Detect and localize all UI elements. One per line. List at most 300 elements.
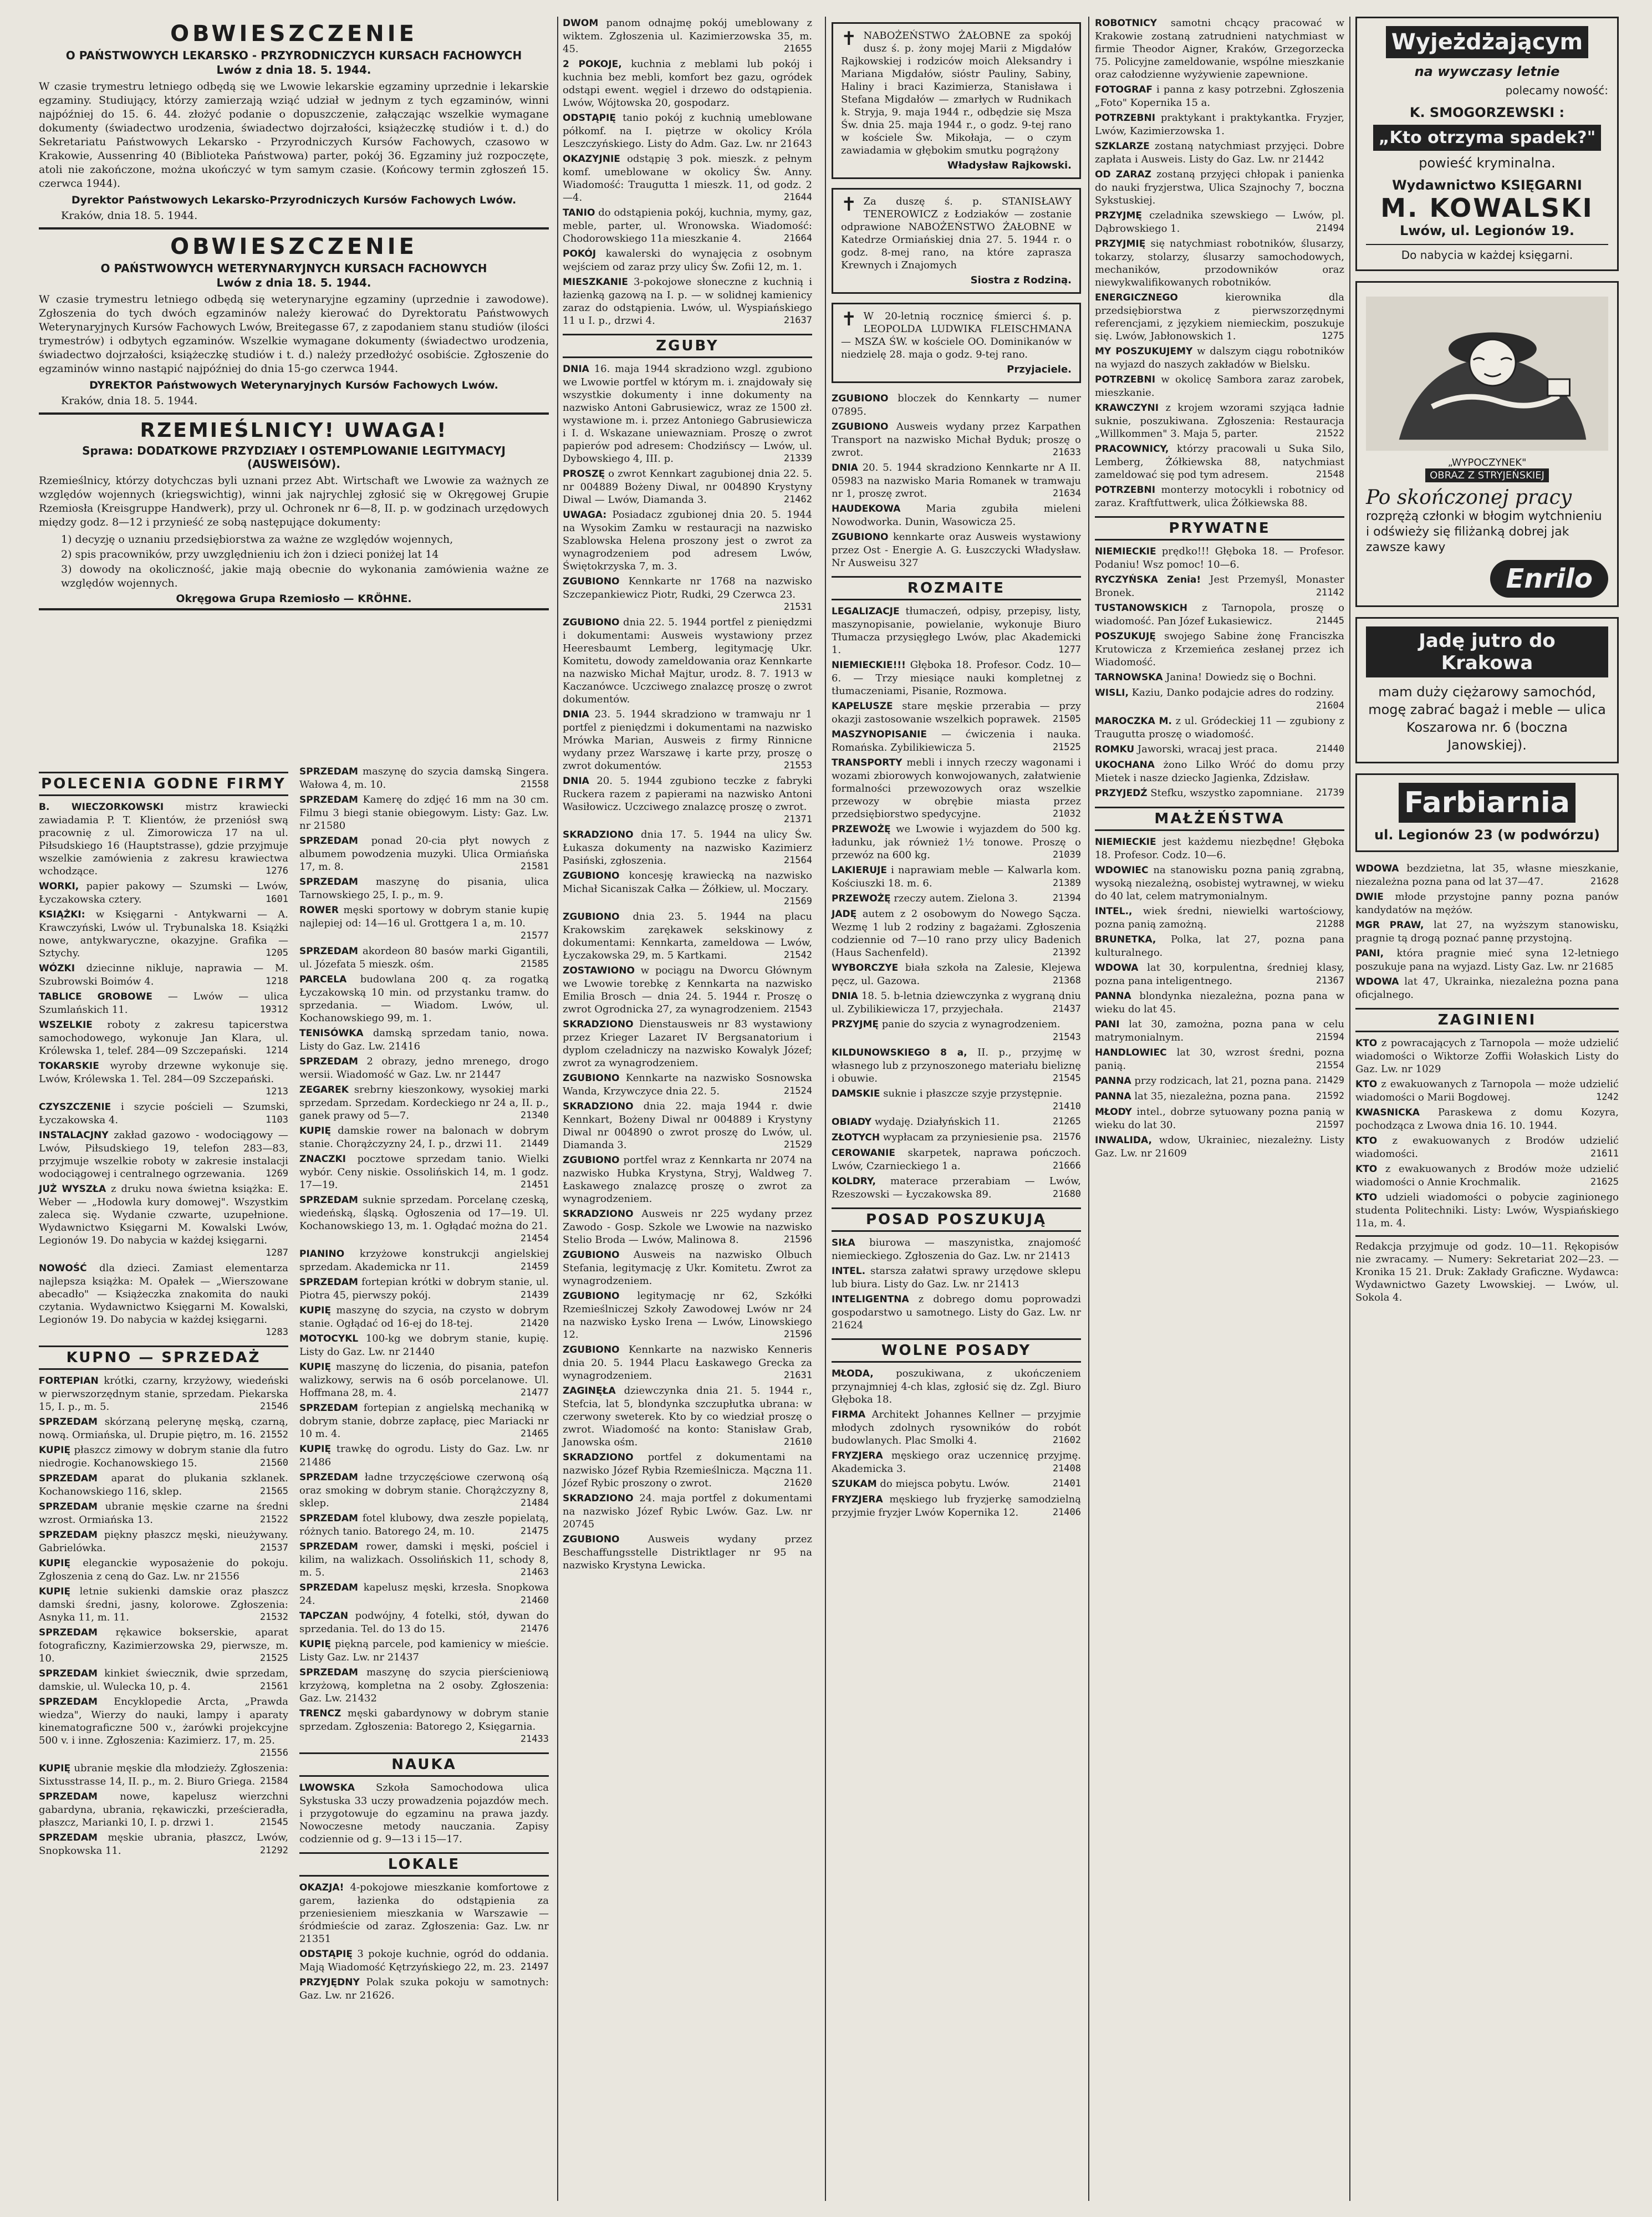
classified-ad (832, 892, 1081, 905)
ad-text: Jest Przemyśl, Monaster Bronek. (1095, 574, 1344, 599)
classified-ad (563, 17, 812, 55)
ad-number: 21596 (783, 1234, 812, 1245)
ad-keyword: DNIA (832, 462, 858, 473)
ad-keyword: PRZYJĘDNY (299, 1977, 360, 1988)
classified-ad (563, 1343, 812, 1382)
ad-keyword: ZGUBIONO (832, 393, 889, 404)
section-heading: ZGUBY (563, 334, 812, 358)
ad-number: 21625 (1590, 1176, 1619, 1188)
ad-number: 21529 (783, 1139, 812, 1150)
classified-ad (299, 1276, 549, 1302)
classified-ad (1095, 111, 1344, 137)
ad-text: żono Lilko Wróć do domu przy Mietek i nasze dziecko Jagienka, Zdzisław. (1095, 759, 1344, 784)
classified-ad (563, 363, 812, 465)
ad-keyword: SPRZEDAM (299, 794, 358, 806)
ad-text: damskie rower na balonach w dobrym stanie. Chorążczyzny 24, I. p., drzwi 11. (299, 1125, 549, 1150)
ad-keyword: OD ZARAZ (1095, 169, 1151, 180)
ad-keyword: KTO (1355, 1192, 1378, 1203)
ad-keyword: ZGUBIONO (563, 1073, 620, 1084)
ad-keyword: TANIO (563, 207, 595, 218)
ad-text: piękną parcele, pod kamienicy w mieście. Listy Gaz. Lw. nr 21437 (299, 1638, 549, 1663)
divider (39, 412, 549, 415)
newspaper-page (39, 17, 1619, 2201)
ad-text: Polak szuka pokoju w samotnych: Gaz. Lw. nr 21626. (299, 1976, 549, 2001)
classified-ad (39, 801, 288, 878)
notices-column (39, 17, 549, 614)
ad-text: 2 obrazy, jedno mrenego, drogo wersii. Wiadomość w Gaz. Lw. nr 21447 (299, 1056, 549, 1081)
classified-ad (1095, 905, 1344, 931)
classified-ad (563, 869, 812, 908)
obituary (832, 22, 1081, 179)
classified-ad (563, 964, 812, 1016)
ad-keyword: WDOWA (1095, 962, 1139, 974)
classified-ad (1095, 209, 1344, 235)
ad-keyword: KUPIĘ (299, 1125, 332, 1136)
ad-keyword: KUPIĘ (299, 1305, 332, 1316)
ads-list (563, 17, 812, 327)
ad-keyword: MOTOCYKL (299, 1333, 359, 1344)
ad-keyword: LWOWSKA (299, 1782, 355, 1793)
ad-number: 21633 (1052, 447, 1081, 458)
classified-ad (39, 880, 288, 906)
ad-text: panie do szycia z wynagrodzeniem. (881, 1018, 1060, 1030)
ad-text: tłumaczeń, odpisy, przepisy, listy, maszynopisanie, powielanie, wykonuje Biuro Tłumacza przysięgłego Lwów, plac Akademicki 1. (832, 605, 1081, 656)
ad-text: stare męskie przerabia — przy okazji zastosowanie wszelkich poprawek. (832, 700, 1081, 725)
ad-number: 21525 (1052, 742, 1081, 753)
classified-ad (832, 1367, 1081, 1406)
classified-ad (299, 1881, 549, 1945)
ad-text: z powracających z Tarnopola — może udzielić wiadomości o Wiktorze Zoffii Wołaskich Listy do Gaz. Lw. nr 1029 (1355, 1037, 1619, 1075)
ad-number: 21546 (259, 1401, 288, 1412)
classified-ad (832, 605, 1081, 656)
ad-keyword: WDOWA (1355, 863, 1399, 874)
ad-text: akordeon 80 basów marki Gigantili, ul. Józefata 5 mieszk. ośm. (299, 945, 549, 970)
ad-text: — ćwiczenia i nauka. Romańska. Zybilikiewicza 5. (832, 728, 1081, 753)
ad-keyword: MY POSZUKUJEMY (1095, 346, 1193, 357)
ad-text: z ewakuowanych z Tarnopola — może udzielić wiadomości o Marii Bogdowej. (1355, 1078, 1619, 1103)
ad-text: odstąpię 3 pok. mieszk. z pełnym komf. umeblowane w okolicy Św. Anny. Wiadomość: Traugutta 1 mieszk. 11, od godz. 2—4. (563, 153, 812, 203)
ad-keyword: PRZEWOŻĘ (832, 824, 891, 835)
ad-keyword: WÓZKI (39, 963, 75, 974)
classified-ad (39, 1262, 288, 1339)
advert-address: Lwów, ul. Legionów 19. (1400, 223, 1574, 238)
notice-title: RZEMIEŚLNICY! UWAGA! (140, 419, 448, 442)
section-heading: WOLNE POSADY (832, 1338, 1081, 1363)
ad-keyword: FORTEPIAN (39, 1375, 99, 1387)
ad-text: rower, damski i męski, pościel i kilim, na walizkach. Ossolińskich 11, schody 8, m. 5. (299, 1541, 549, 1578)
classified-ad (39, 990, 288, 1016)
ad-text: 24. maja portfel z dokumentami na nazwisko Józef Rybic Lwów. Gaz. Lw. nr 20745 (563, 1492, 812, 1530)
ad-keyword: KUPIĘ (39, 1586, 71, 1597)
classified-ad (39, 1831, 288, 1857)
ad-number: 21484 (520, 1497, 549, 1508)
ad-keyword: ODSTĄPIĘ (563, 113, 616, 124)
ad-number: 21581 (520, 861, 549, 872)
classified-ad (1095, 573, 1344, 599)
classified-ad (1095, 1134, 1344, 1160)
ad-text: fortepian z angielską mechaniką w dobrym stanie, dobrze zapłacę, piec Mariacki nr 10 m. 4. (299, 1402, 549, 1440)
classified-ad (832, 1449, 1081, 1475)
ad-keyword: ROWER (299, 905, 339, 916)
classified-ad (39, 1018, 288, 1057)
ad-text: biurowa — maszynistka, znajomość niemieckiego. Zgłoszenia do Gaz. Lw. nr 21413 (832, 1237, 1081, 1262)
ads-list (299, 1781, 549, 1846)
book-advert (1355, 17, 1619, 271)
notice-title: OBWIESZCZENIE (170, 234, 417, 259)
ad-number: 21477 (520, 1387, 549, 1398)
ad-text: zakład gazowo - wodociągowy — Lwów, Piłsudskiego 19, telefon 283—83, przyjmuje wszelkie roboty w zakresie instalacji wodociągowej i centralnego ogrzewania. (39, 1129, 288, 1180)
classified-ad (1095, 1046, 1344, 1072)
ad-number: 1287 (266, 1247, 288, 1258)
classifieds-column-4 (832, 17, 1081, 1521)
ad-keyword: PANNA (1095, 991, 1131, 1002)
notice-date: Kraków, dnia 18. 5. 1944. (61, 395, 198, 407)
ad-keyword: ZGUBIONO (563, 1155, 620, 1166)
ad-keyword: KILDUNOWSKIEGO 8 a, (832, 1047, 967, 1058)
ad-keyword: NIEMIECKIE (1095, 546, 1156, 557)
classified-ad (299, 1512, 549, 1538)
ad-text: krótki, czarny, krzyżowy, wiedeński w pierwszorzędnym stanie, sprzedam. Piekarska 15, I. p., m. 5. (39, 1375, 288, 1413)
ad-text: maszynę do szycia, na czysto w dobrym stanie. Ogłądać od 16-ej do 18-tej. (299, 1304, 549, 1329)
ad-keyword: MAROCZKA M. (1095, 716, 1172, 727)
classified-ad (563, 828, 812, 867)
obituary-text: Za duszę ś. p. STANISŁAWY TENEROWICZ z Łodziaków — zostanie odprawione NABOŻEŃSTWO ŻAŁOBNE w Katedrze Ormiańskiej dnia 27. 5. 1944 r. o godz. 8-mej rano, na które zaprasza Krewnych i Znajomych (841, 196, 1072, 271)
ad-number: 21545 (1052, 1073, 1081, 1084)
advert-headline: Wyjeżdżającym (1386, 26, 1588, 58)
ad-number: 21655 (783, 43, 812, 54)
ad-keyword: DWIE (1355, 891, 1384, 903)
ad-keyword: SPRZEDAM (299, 876, 358, 888)
ad-keyword: KOLDRY, (832, 1176, 876, 1187)
ad-text: w pociągu na Dworcu Głównym we Lwowie torebkę z Kennkarta na nazwisko Emilia Brosch — dnia 24. 5. 1944 r. Proszę o zwrot Ogrodnicka 27, za wynagrodzeniem. (563, 965, 812, 1015)
ad-number: 21451 (520, 1179, 549, 1190)
ad-keyword: ZGUBIONO (563, 870, 620, 881)
ad-keyword: MŁODY (1095, 1107, 1132, 1118)
ad-keyword: TARNOWSKA (1095, 672, 1163, 683)
ad-text: materace przerabiam — Lwów, Rzeszowski — Łyczakowska 89. (832, 1175, 1081, 1200)
ad-keyword: ENERGICZNEGO (1095, 292, 1178, 303)
ad-keyword: SKRADZIONO (563, 1209, 634, 1220)
ad-text: męskiego lub fryzjerkę samodzielną przyjmie fryzjer Lwów Kopernika 12. (832, 1494, 1081, 1518)
ad-text: z druku nowa świetna książka: E. Weber — „Hodowla kury domowej". Wszystkim zaleca się. Wydanie czwarte, uzupełnione. Wydawnictwo Księgarni M. Kowalski Lwów, Legionów 19. Do nabycia w każdej księgarni. (39, 1183, 288, 1246)
classified-ad (1355, 1106, 1619, 1132)
ad-number: 21437 (1052, 1003, 1081, 1015)
ad-keyword: KUPIĘ (39, 1558, 71, 1569)
ad-keyword: PARCELA (299, 974, 347, 985)
ad-text: starsza załatwi sprawy urzędowe sklepu lub biura. Listy do Gaz. Lw. nr 21413 (832, 1265, 1081, 1290)
classified-ad (832, 659, 1081, 697)
ad-text: Ausweis wydany przez Karpathen Transport na nazwisko Michał Byduk; proszę o zwrot. (832, 421, 1081, 458)
ad-text: rzeczy autem. Zielona 3. (894, 893, 1018, 904)
ad-text: dnia 22. 5. 1944 portfel z pieniędzmi i dokumentami: Ausweis wystawiony przez Heeresbaumt Lemberg, legitymację Ukr. Komitetu, dowody zameldowania oraz Kennkarte na nazwisko Michał Majtur, urodz. 8. 7. 1913 w Kaczanówce. Uczciwego znalazcę proszę o zwrot dokumentów. (563, 616, 812, 705)
ad-text: panom odnajmę pokój umeblowany z wiktem. Zgłoszenia ul. Kazimierzowska 35, m. 45. (563, 17, 812, 55)
classified-ad (832, 1131, 1081, 1144)
ads-list (299, 1881, 549, 2002)
classified-ad (832, 864, 1081, 890)
ad-number: 21620 (783, 1477, 812, 1489)
ad-text: Dienstausweis nr 83 wystawiony przez Krieger Lazaret IV Bergsanatorium i dyplom czeladniczy na nazwisko Kowalyk Józef; zwrot za wynagrodzeniem. (563, 1018, 812, 1069)
classified-ad (832, 1477, 1081, 1491)
section-heading: ROZMAITE (832, 576, 1081, 600)
ad-keyword: BRUNETKA, (1095, 934, 1156, 945)
ad-keyword: SPRZEDAM (39, 1627, 98, 1638)
classified-ad (299, 1332, 549, 1358)
classified-ad (299, 1360, 549, 1399)
ad-keyword: KSIĄŻKI: (39, 909, 85, 920)
ad-text: autem z 2 osobowym do Nowego Sącza. Wezmę 1 lub 2 rodziny z bagażami. Zgłoszenia codziennie od 7—10 rano przy ulicy Badenich (Haus Sachenfeld). (832, 908, 1081, 959)
ad-text: Jaworski, wracaj jest praca. (1137, 743, 1278, 755)
ad-text: lat 30, wzrost średni, pozna panią. (1095, 1047, 1344, 1072)
classified-ad (39, 1695, 288, 1760)
ad-keyword: POTRZEBNI (1095, 374, 1156, 385)
editorial-footer: Redakcja przyjmuje od godz. 10—11. Rękopisów nie zwracamy. — Numery: Sekretariat 202—23. — Kronika 15 21. Druk: Zakłady Graficzne. Wydawca: Wydawnictwo Gazety Lwowskiej. — Lwów, ul. Sokola 4. (1355, 1235, 1619, 1304)
ad-number: 21532 (259, 1612, 288, 1623)
advert-publisher: M. KOWALSKI (1380, 193, 1594, 223)
transport-advert (1355, 617, 1619, 763)
ad-text: biała szkoła na Zalesie, Klejewa pęcz, ul. Gazowa. (832, 962, 1081, 987)
ad-text: maszynę do szycia damską Singera. Wałowa 4, m. 10. (299, 766, 549, 791)
ad-text: 4-pokojowe mieszkanie komfortowe z garem, łazienka do odstąpienia za przeniesieniem mieszkania w Warszawie — śródmieście od zaraz. Zgłoszenia: Gaz. Lw. nr 21351 (299, 1882, 549, 1945)
ad-number: 21440 (1316, 743, 1344, 755)
ads-list (1355, 862, 1619, 1001)
classified-ad (1355, 1037, 1619, 1076)
ad-text: na stanowisku pozna panią zgrabną, wysoką niezależną, osobistej wytrawnej, w wieku do 40 lat, celem matrymonialnym. (1095, 864, 1344, 902)
ad-text: kapelusz męski, krzesła. Snopkowa 24. (299, 1582, 549, 1607)
ad-text: czeladnika szewskiego — Lwów, pl. Dąbrowskiego 1. (1095, 210, 1344, 235)
classified-ad (563, 1492, 812, 1531)
ad-keyword: SZKLARZE (1095, 141, 1150, 152)
ad-text: zostaną natychmiast przyjęci. Dobre zapłata i Ausweis. Listy do Gaz. Lw. nr 21442 (1095, 140, 1344, 165)
ad-keyword: SKRADZIONO (563, 1101, 634, 1112)
ad-keyword: HAUDEKOWA (832, 503, 901, 514)
ad-keyword: SIŁA (832, 1237, 855, 1248)
ad-text: i naprawiam meble — Kalwarla kom. Kościuszki 18. m. 6. (832, 864, 1081, 889)
classified-ad (1355, 919, 1619, 945)
classified-ad (299, 834, 549, 873)
ad-number: 1205 (266, 947, 288, 959)
ad-number: 1283 (266, 1327, 288, 1338)
ad-keyword: ZGUBIONO (563, 617, 620, 628)
classified-ad (832, 420, 1081, 459)
notice-signature: Okręgowa Grupa Rzemiosło — KRÖHNE. (176, 593, 412, 605)
notice-body: W czasie trymestru letniego odbędą się weterynaryjne egzaminy (uprzednie i zawodowe). Zgłoszenia do tych dwóch egzaminów należy kierować do Dyrektoratu Państwowych Weterynaryjnych Kursów Fachowych Lwów, Breitegasse 67, z zapodaniem stanu studiów (ilości trymestrów) i odbytych egzaminów. Wszelkie wymagane dokumenty (świadectwo urodzenia, świadectwo dojrzałości, książeczkę studiów i t. d.) należy przedłożyć osobiście. Zgłoszenie do egzaminów winno nastąpić najpóźniej do dnia 15-go czerwca 1944. (39, 293, 549, 375)
obituary-signature: Przyjaciele. (1007, 364, 1072, 375)
ad-text: lat 27, na wyższym stanowisku, pragnie tą drogą poznać pannę przystojną. (1355, 919, 1619, 944)
ad-number: 21577 (520, 930, 549, 941)
ad-text: piękny płaszcz męski, nieużywany. Gabrielówka. (39, 1529, 288, 1554)
ad-keyword: KUPIĘ (39, 1445, 71, 1456)
ad-text: fortepian krótki w dobrym stanie, ul. Piotra 45, pierwszy pokój. (299, 1276, 549, 1301)
ad-number: 21553 (783, 760, 812, 771)
ad-text: kinkiet świecznik, dwie sprzedam, damskie, ul. Wulecka 10, p. 4. (39, 1668, 288, 1693)
classified-ad (563, 774, 812, 826)
ad-text: nowe, kapelusz wierzchni gabardyna, ubrania, rękawiczki, prześcieradła, płaszcz, Marianki 10, I. p. drzwi 1. (39, 1791, 288, 1828)
woman-illustration (1366, 296, 1608, 451)
ad-keyword: FRYZJERA (832, 1450, 883, 1461)
ad-keyword: ZGUBIONO (563, 1344, 620, 1355)
ad-text: ubranie męskie dla młodzieży. Zgłoszenia: Sixtusstrasse 14, II. p., m. 2. Biuro Griega. (39, 1762, 288, 1787)
ad-text: poszukiwana, z ukończeniem przynajmniej 4-ch klas, zgłosić się dz. Zgl. Biuro Głęboka 18. (832, 1368, 1081, 1405)
ad-text: ubranie męskie czarne na średni wzrost. Ormiańska 13. (39, 1501, 288, 1526)
ads-list (1095, 17, 1344, 509)
ad-text: koncesję krawiecką na nazwisko Michał Sicaniszak Całka — Żółkiew, ul. Moczary. (563, 870, 812, 895)
ad-text: męskie ubrania, płaszcz, Lwów, Snopkowska 11. (39, 1832, 288, 1857)
classified-ad (832, 502, 1081, 528)
ad-number: 21429 (1316, 1075, 1344, 1086)
ad-text: — Lwów — ulica Szumlańskich 11. (39, 991, 288, 1016)
ad-text: lat 47, Ukrainka, niezależna pozna pana oficjalnego. (1355, 976, 1619, 1001)
classified-ad (1095, 345, 1344, 371)
classified-ad (1095, 140, 1344, 166)
advert-caption: „WYPOCZYNEK" (1447, 457, 1527, 468)
ad-text: 3-pokojowe słoneczne z kuchnią i łazienką gazową na I. p. — w solidnej kamienicy zaraz do odstąpienia. Lwów, ul. Wyspiańskiego 11 u I. p., drzwi 4. (563, 276, 812, 327)
ad-number: 21610 (783, 1436, 812, 1448)
ad-text: 20. 5. 1944 skradziono Kennkarte nr A II. 05983 na nazwisko Maria Romanek w tramwaju nr 1, proszę zwrot. (832, 462, 1081, 500)
cross-icon: ✝ (841, 308, 857, 330)
ad-number: 21644 (783, 192, 812, 203)
classified-ad (832, 756, 1081, 820)
classified-ad (1095, 686, 1344, 712)
ad-number: 21542 (783, 950, 812, 961)
ad-text: ponad 20-cia płyt nowych z albumem powodzenia muzyki. Ulica Ormiańska 17, m. 8. (299, 835, 549, 873)
advert-address: ul. Legionów 23 (w podwórzu) (1374, 827, 1600, 843)
ad-text: we Lwowie i wyjazdem do 500 kg. ładunku, jak również 1½ tonowe. Proszę o przewóz na 600 kg. (832, 823, 1081, 861)
ad-keyword: TUSTANOWSKICH (1095, 603, 1187, 614)
classified-ad (1095, 17, 1344, 81)
ad-keyword: NIEMIECKIE!!! (832, 660, 906, 671)
classified-ad (832, 1087, 1081, 1113)
ad-number: 21556 (259, 1747, 288, 1759)
ad-text: w Księgarni - Antykwarni — A. Krawczyński, Lwów ul. Trybunalska 18. Książki nowe, antykwaryczne, okazyjne. Grafika — Sztychy. (39, 909, 288, 959)
ad-number: 21408 (1052, 1463, 1081, 1474)
ad-text: Kennkarte na nazwisko Kenneris dnia 20. 5. 1944 Placu Łaskawego Grecka za wynagrodzeniem. (563, 1344, 812, 1382)
ad-text: aparat do plukania szklanek. Kochanowskiego 116, sklep. (39, 1472, 288, 1497)
classified-ad (563, 708, 812, 772)
ads-list (563, 363, 812, 1572)
ad-text: 20. 5. 1944 zgubiono teczke z fabryki Ruckera razem z papierami na nazwisko Antoni Wasiłowicz. Uczciwego znalazcę proszę o zwrot. (563, 775, 812, 813)
ad-number: 21594 (1316, 1032, 1344, 1043)
ad-text: fotel klubowy, dwa zeszłe popielatą, różnych tanio. Batorego 24, m. 10. (299, 1512, 549, 1537)
classified-ad (563, 1533, 812, 1572)
section-heading: PRYWATNE (1095, 516, 1344, 541)
ad-text: letnie sukienki damskie oraz płaszcz damski średni, jasny, kolorowe. Zgłoszenia: Asnyka 11, m. 11. (39, 1586, 288, 1623)
classified-ad (299, 1247, 549, 1273)
ad-text: Kennkarte na nazwisko Sosnowska Wanda, Krzywczyce dnia 22. 5. (563, 1072, 812, 1097)
ad-number: 21389 (1052, 878, 1081, 889)
ad-number: 21631 (783, 1370, 812, 1381)
ad-number: 21565 (259, 1486, 288, 1497)
classified-ad (299, 1976, 549, 2002)
advert-book-title: „Kto otrzyma spadek?" (1373, 125, 1601, 151)
ad-text: monterzy motocykli i robotnicy od zaraz. Kraftfuttwerk, ulica Żółkiewska 88. (1095, 484, 1344, 509)
ad-text: lat 30, zamożna, pozna pana w celu matrymonialnym. (1095, 1018, 1344, 1043)
classified-ad (1095, 990, 1344, 1016)
ad-text: portfel wraz z Kennkarta nr 2074 na nazwisko Hubka Krystyna, Stryj, Waldweg 7. Łaskawego znalazcę proszę o zwrot za wynagrodzeniem. (563, 1154, 812, 1205)
classified-ad (1355, 947, 1619, 973)
advert-line: Wydawnictwo KSIĘGARNI (1392, 177, 1582, 193)
ad-keyword: SKRADZIONO (563, 1493, 634, 1504)
ad-number: 21569 (783, 896, 812, 907)
ad-keyword: POTRZEBNI (1095, 113, 1156, 124)
section-heading: POSAD POSZUKUJĄ (832, 1207, 1081, 1232)
classified-ad (39, 1374, 288, 1413)
notice-subtitle: Lwów z dnia 18. 5. 1944. (216, 276, 371, 289)
ad-text: Szkoła Samochodowa ulica Sykstuska 33 uczy prowadzenia pojazdów mech. i przygotowuje do egzaminu na prawa jazdy. Nowoczesne metody nauczania. Zapisy codziennie od g. 9—13 i 15—17. (299, 1782, 549, 1845)
ad-keyword: SPRZEDAM (299, 1541, 358, 1552)
ad-number: 21476 (520, 1623, 549, 1634)
ad-keyword: SPRZEDAM (39, 1832, 98, 1843)
ad-text: która pragnie mieć syna 12-letniego poszukuje pana na wyjazd. Listy Gaz. Lw. nr 21685 (1355, 947, 1619, 972)
classified-ad (299, 1443, 549, 1469)
ad-text: ładne trzyczęściowe czerwoną ośą oraz smoking w dobrym stanie. Chorążczyzny 8, sklep. (299, 1471, 549, 1509)
ad-text: męski gabardynowy w dobrym stanie sprzedam. Zgłoszenia: Batorego 2, Księgarnia. (299, 1708, 549, 1732)
ad-keyword: WDOWA (1355, 976, 1399, 987)
ad-keyword: KTO (1355, 1164, 1378, 1175)
ad-text: Posiadacz zgubionej dnia 20. 5. 1944 na Wysokim Zamku w restauracji na nazwisko Szablowska Helena proszony jest o zwrot za wynagrodzeniem pod adresem Lwów, Świętokrzyska 7, m. 3. (563, 509, 812, 572)
ad-number: 1213 (266, 1086, 288, 1097)
classified-ad (1095, 743, 1344, 756)
classified-ad (832, 1265, 1081, 1291)
section-heading: ZAGINIENI (1355, 1008, 1619, 1032)
obituary-signature: Siostra z Rodziną. (970, 274, 1072, 286)
ad-keyword: MASZYNOPISANIE (832, 729, 927, 740)
ad-number: 21445 (1316, 615, 1344, 626)
ad-keyword: SKRADZIONO (563, 1452, 634, 1463)
ad-keyword: ZGUBIONO (563, 576, 620, 587)
ad-keyword: PANNA (1095, 1076, 1131, 1087)
ad-keyword: KTO (1355, 1038, 1378, 1049)
ad-text: praktykant i praktykantka. Fryzjer, Lwów, Kazimierzowska 1. (1095, 112, 1344, 137)
ad-text: kennkarte oraz Ausweis wystawiony przez Ost - Energie A. G. Łuszczycki Władysław. Nr Ausweisu 327 (832, 531, 1081, 569)
ad-text: samotni chcący pracować w Krakowie zostaną zatrudnieni natychmiast w firmie Theodor Aigner, Kraków, Grzegorzecka 75. Policyjne zameldowanie, wspólne mieszkanie oraz całodzienne wyżywienie zapewnione. (1095, 17, 1344, 80)
classified-ad (1095, 602, 1344, 628)
classified-ad (832, 461, 1081, 500)
classified-ad (563, 467, 812, 506)
ad-text: do odstąpienia pokój, kuchnia, mymy, gaz, meble, parter, ul. Wronowska. Wiadomość: Chodorowskiego 11a mieszkanie 4. (563, 207, 812, 244)
ad-keyword: CEROWANIE (832, 1148, 895, 1159)
ad-number: 21462 (783, 494, 812, 505)
ad-text: 100-kg we dobrym stanie, kupię. Listy do Gaz. Lw. nr 21440 (299, 1333, 549, 1358)
classified-ad (1095, 715, 1344, 741)
ad-text: w dalszym ciągu robotników na wyjazd do naszych zakładów w Bielsku. (1095, 345, 1344, 370)
ad-keyword: PANNA (1095, 1091, 1131, 1102)
classified-ad (1355, 1134, 1619, 1160)
classified-ad (299, 765, 549, 791)
ad-keyword: UKOCHANA (1095, 760, 1155, 771)
ad-number: 21602 (1052, 1435, 1081, 1446)
ad-text: wydaję. Działyńskich 11. (874, 1116, 1000, 1128)
ad-keyword: FOTOGRAF (1095, 84, 1153, 95)
ad-keyword: SPRZEDAM (39, 1791, 98, 1802)
classified-ad (832, 961, 1081, 987)
section-heading: KUPNO — SPRZEDAŻ (39, 1346, 288, 1370)
ad-number: 21288 (1316, 919, 1344, 930)
ads-list (832, 392, 1081, 569)
ad-text: maszynę do szycia pierścieniową krzyżową, kompletna na 2 osoby. Zgłoszenia: Gaz. Lw. 21432 (299, 1666, 549, 1704)
ads-list (39, 1374, 288, 1857)
classified-ad (1095, 933, 1344, 959)
ad-number: 21524 (783, 1085, 812, 1097)
ad-number: 21739 (1316, 787, 1344, 798)
classified-ad (299, 1540, 549, 1579)
ad-keyword: PRACOWNICY, (1095, 444, 1169, 455)
ad-keyword: SPRZEDAM (299, 946, 358, 957)
classified-ad (39, 1059, 288, 1098)
ad-text: dziecinne nikluje, naprawia — M. Szubrowski Boimów 4. (39, 962, 288, 987)
ad-keyword: KUPIĘ (299, 1362, 332, 1373)
advert-text: mam duży ciężarowy samochód, mogę zabrać bagaż i meble — ulica Koszarowa nr. 6 (boczna Janowskiej). (1368, 684, 1606, 753)
ad-keyword: MŁODA, (832, 1368, 874, 1379)
